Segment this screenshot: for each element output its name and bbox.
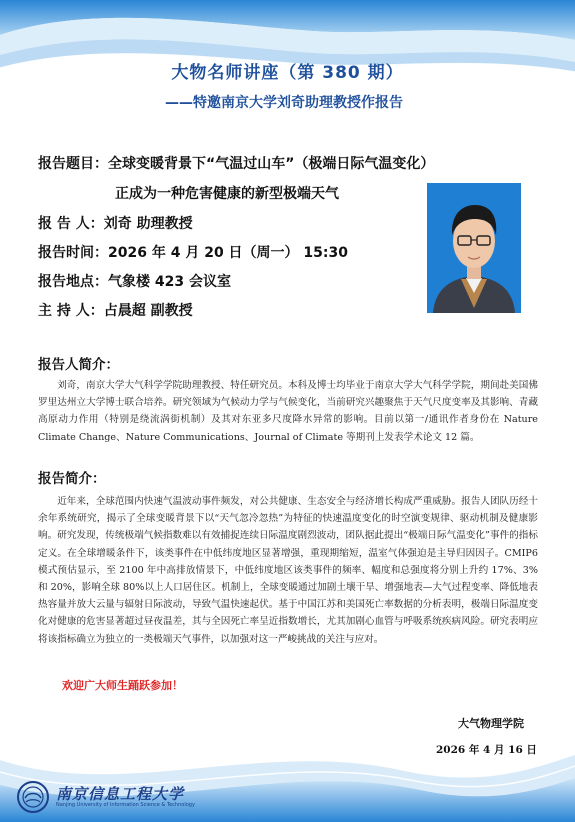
- bio-heading: 报告人简介：: [38, 357, 119, 373]
- time-label: 报告时间：: [38, 245, 108, 261]
- topic-line-2-row: [115, 183, 339, 203]
- topic-line-2: 正成为一种危害健康的新型极端天气: [115, 186, 339, 202]
- host-label: 主 持 人：: [38, 303, 104, 319]
- speaker-value: 刘奇 助理教授: [103, 216, 193, 232]
- department-name: 大气物理学院: [458, 717, 524, 730]
- speaker-label: 报 告 人：: [38, 216, 104, 232]
- topic-line-1: 全球变暖背景下“气温过山车”（极端日际气温变化）: [108, 156, 435, 172]
- time-value: 2026 年 4 月 20 日（周一） 15:30: [108, 245, 348, 261]
- logo-english-name: Nanjing University of Information Science & Technology: [56, 802, 195, 808]
- university-emblem-icon: [16, 780, 50, 814]
- university-logo: [16, 780, 196, 814]
- host-row: [38, 300, 193, 320]
- speaker-photo: [427, 183, 521, 313]
- issue-date: 2026 年 4 月 16 日: [436, 744, 537, 756]
- place-label: 报告地点：: [38, 274, 108, 290]
- place-row: [38, 271, 231, 291]
- bio-text: 刘奇，南京大学大气科学学院助理教授、特任研究员。本科及博士均毕业于南京大学大气科学学院，期间赴美国佛罗里达州立大学博士联合培养。研究领域为气候动力学与气候变化，当前研究兴趣聚焦于天气尺度变率及其影响、青藏高原动力作用（特别是绕流涡街机制）及其对东亚多尺度降水异常的影响。目前以第一/通讯作者身份在 Nature Climate Change、Nature Communications、Journal of Climate 等期刊上发表学术论文 12 篇。: [38, 380, 538, 443]
- poster-subtitle: ——特邀南京大学刘奇助理教授作报告: [165, 95, 403, 111]
- topic-label: 报告题目：: [38, 156, 108, 172]
- poster-title: 大物名师讲座（第 380 期）: [171, 63, 404, 83]
- speaker-row: [38, 213, 193, 233]
- host-value: 占晨超 副教授: [103, 303, 193, 319]
- welcome-text: 欢迎广大师生踊跃参加！: [62, 679, 183, 692]
- topic-row: [38, 153, 434, 173]
- abstract-heading: 报告简介：: [38, 471, 106, 487]
- time-row: [38, 242, 348, 262]
- place-value: 气象楼 423 会议室: [108, 274, 231, 290]
- abstract-text: 近年来，全球范围内快速气温波动事件频发，对公共健康、生态安全与经济增长构成严重威胁。报告人团队历经十余年系统研究，揭示了全球变暖背景下以“天气忽冷忽热”为特征的快速温度变化的时空演变规律、驱动机制及健康影响。研究发现，传统极端气候指数难以有效捕捉连续日际温度剧烈波动，团队据此提出“极端日际气温变化”事件的指标定义。在全球增暖条件下，该类事件在中低纬度地区显著增强，重现期缩短，温室气体强迫是主导归因因子。CMIP6 模式预估显示，至 2100 年中高排放情景下，中低纬度地区该类事件的频率、幅度和总强度将分别上升约 17%、3%和 20%，影响全球 80%以上人口居住区。机制上，全球变暖通过加剧土壤干旱、增强地表—大气过程变率、降低地表热容量并放大云量与辐射日际波动，导致气温快速起伏。基于中国江苏和美国死亡率数据的分析表明，极端日际温度变化对健康的危害显著超过昼夜温差，其与全因死亡率呈近指数增长，尤其加剧心血管与呼吸系统疾病风险。研究表明应将该指标确立为独立的一类极端天气事件，以加强对这一严峻挑战的关注与应对。: [38, 496, 538, 645]
- logo-chinese-name: 南京信息工程大学: [56, 785, 185, 803]
